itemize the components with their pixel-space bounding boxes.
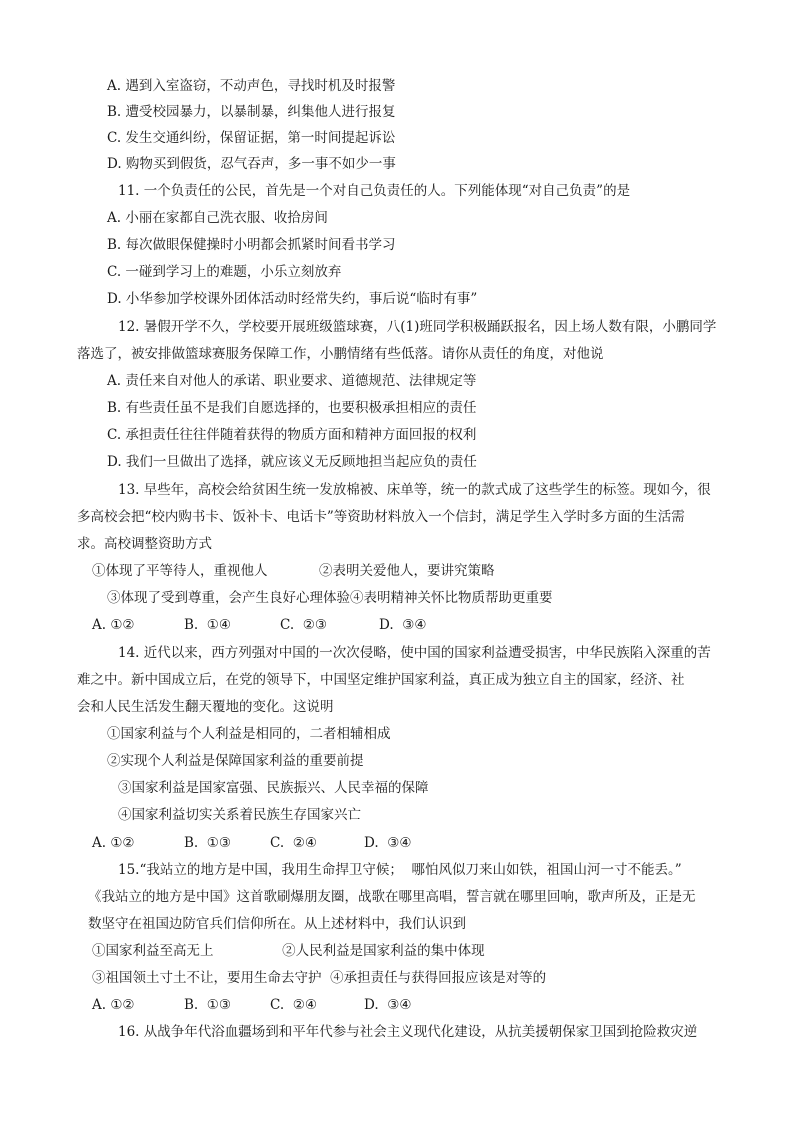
q12-stem-line1: 12. 暑假开学不久，学校要开展班级篮球赛，八(1)班同学积极踊跃报名，因上场人数有限，小鹏同学 (118, 319, 717, 335)
q10-option-d: D. 购物买到假货，忍气吞声，多一事不如少一事 (107, 156, 396, 172)
q14-choice-d: D. ③④ (364, 835, 412, 851)
q13-choice-d: D. ③④ (379, 617, 427, 633)
q11-option-c: C. 一碰到学习上的难题，小乐立刻放弃 (107, 264, 342, 280)
q13-answer-choices (92, 615, 512, 635)
q12-option-a: A. 责任来自对他人的承诺、职业要求、道德规范、法律规定等 (107, 373, 477, 389)
q10-option-c: C. 发生交通纠纷，保留证据，第一时间提起诉讼 (107, 130, 396, 146)
q15-choice-c: C. ②④ (270, 997, 317, 1013)
q13-choice-b: B. ①④ (184, 617, 231, 633)
q14-statement-1: ①国家利益与个人利益是相同的，二者相辅相成 (107, 726, 391, 742)
q11-option-d: D. 小华参加学校课外团体活动时经常失约，事后说“临时有事” (107, 291, 478, 307)
q13-choice-a: A. ①② (92, 617, 135, 633)
q13-statements-2: ③体现了受到尊重，会产生良好心理体验④表明精神关怀比物质帮助更重要 (107, 590, 553, 606)
q14-statement-2: ②实现个人利益是保障国家利益的重要前提 (107, 753, 364, 769)
q10-option-b: B. 遭受校园暴力，以暴制暴，纠集他人进行报复 (107, 104, 396, 120)
q13-statements-1: ①体现了平等待人，重视他人 ②表明关爱他人，要讲究策略 (92, 563, 495, 579)
q14-choice-b: B. ①③ (184, 835, 231, 851)
q15-choice-b: B. ①③ (184, 997, 231, 1013)
q14-statement-4: ④国家利益切实关系着民族生存国家兴亡 (118, 807, 361, 823)
q15-statements-2: ③祖国领土寸土不让，要用生命去守护 ④承担责任与获得回报应该是对等的 (92, 970, 547, 986)
q16-stem-line1: 16. 从战争年代浴血疆场到和平年代参与社会主义现代化建设，从抗美援朝保家卫国到抢险救灾逆 (118, 1024, 698, 1040)
q11-option-a: A. 小丽在家都自己洗衣服、收拾房间 (107, 210, 328, 226)
q14-stem-line1: 14. 近代以来，西方列强对中国的一次次侵略，使中国的国家利益遭受损害，中华民族陷入深重的苦 (118, 645, 711, 661)
q15-choice-a: A. ①② (92, 997, 135, 1013)
q15-choice-d: D. ③④ (364, 997, 412, 1013)
q14-stem-line2: 难之中。新中国成立后，在党的领导下，中国坚定维护国家利益，真正成为独立自主的国家，经济、社 (77, 672, 685, 688)
q14-statement-3: ③国家利益是国家富强、民族振兴、人民幸福的保障 (118, 780, 429, 796)
q15-answer-choices (92, 995, 512, 1015)
q13-stem-line2: 多高校会把“校内购书卡、饭补卡、电话卡”等资助材料放入一个信封，满足学生入学时多方面的生活需 (77, 509, 685, 525)
q13-stem-line1: 13. 早些年，高校会给贫困生统一发放棉被、床单等，统一的款式成了这些学生的标签。现如今，很 (118, 482, 711, 498)
q14-stem-line3: 会和人民生活发生翻天覆地的变化。这说明 (77, 699, 334, 715)
q15-statements-1: ①国家利益至高无上 ②人民利益是国家利益的集中体现 (92, 943, 485, 959)
q15-stem-line2: 《我站立的地方是中国》这首歌刷爆朋友圈，战歌在哪里高唱，誓言就在哪里回响，歌声所及，正是无 (88, 889, 696, 905)
q11-stem: 11. 一个负责任的公民，首先是一个对自己负责任的人。下列能体现“对自己负责”的是 (118, 183, 631, 199)
q12-option-c: C. 承担责任往往伴随着获得的物质方面和精神方面回报的权利 (107, 427, 477, 443)
q11-option-b: B. 每次做眼保健操时小明都会抓紧时间看书学习 (107, 237, 396, 253)
q13-stem-line3: 求。高校调整资助方式 (77, 536, 212, 552)
q14-choice-c: C. ②④ (270, 835, 317, 851)
q15-stem-line3: 数坚守在祖国边防官兵们信仰所在。从上述材料中，我们认识到 (88, 916, 466, 932)
q14-answer-choices (92, 833, 512, 853)
q10-option-a: A. 遇到入室盗窃，不动声色，寻找时机及时报警 (107, 78, 396, 94)
q12-option-b: B. 有些责任虽不是我们自愿选择的，也要积极承担相应的责任 (107, 400, 477, 416)
q13-choice-c: C. ②③ (280, 617, 327, 633)
q12-stem-line2: 落选了，被安排做篮球赛服务保障工作，小鹏情绪有些低落。请你从责任的角度，对他说 (77, 346, 604, 362)
q12-option-d: D. 我们一旦做出了选择，就应该义无反顾地担当起应负的责任 (107, 454, 477, 470)
q14-choice-a: A. ①② (92, 835, 135, 851)
q15-stem-line1: 15.“我站立的地方是中国，我用生命捍卫守候； 哪怕风似刀来山如铁，祖国山河一寸不能丢。” (118, 862, 682, 878)
